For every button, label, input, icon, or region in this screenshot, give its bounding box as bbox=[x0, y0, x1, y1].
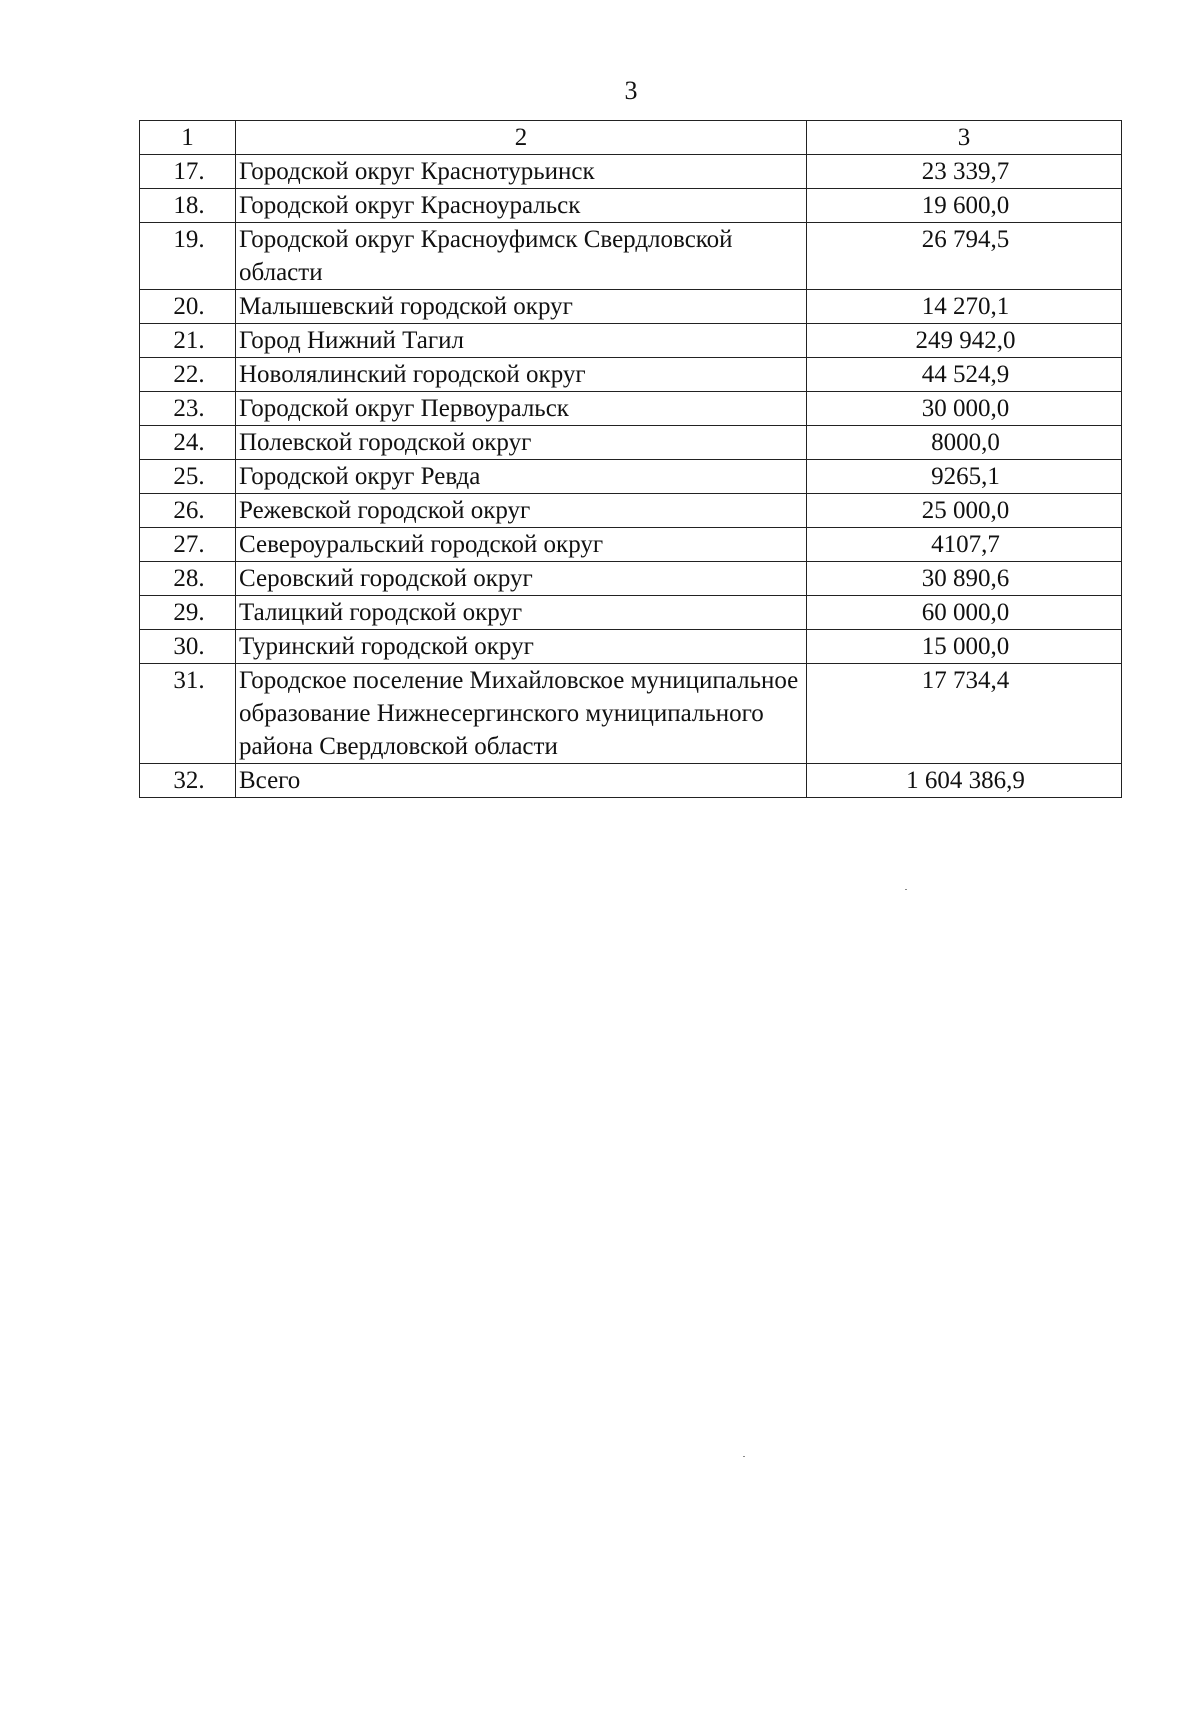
scan-speck bbox=[743, 1456, 745, 1457]
row-number: 29. bbox=[140, 596, 236, 630]
row-number: 17. bbox=[140, 155, 236, 189]
table-row bbox=[140, 392, 1122, 426]
row-number: 27. bbox=[140, 528, 236, 562]
table-row bbox=[140, 596, 1122, 630]
row-amount: 30 000,0 bbox=[807, 392, 1122, 426]
row-amount: 19 600,0 bbox=[807, 189, 1122, 223]
table-row bbox=[140, 358, 1122, 392]
row-amount: 14 270,1 bbox=[807, 290, 1122, 324]
row-number: 28. bbox=[140, 562, 236, 596]
row-amount: 9265,1 bbox=[807, 460, 1122, 494]
row-total-label: Всего bbox=[236, 764, 807, 798]
row-amount: 8000,0 bbox=[807, 426, 1122, 460]
table-row-total bbox=[140, 764, 1122, 798]
row-municipality: Городское поселение Михайловское муниципальное образование Нижнесергинского муниципального района Свердловской области bbox=[236, 664, 807, 764]
row-municipality: Городской округ Краснотурьинск bbox=[236, 155, 807, 189]
table-row bbox=[140, 290, 1122, 324]
row-number: 19. bbox=[140, 223, 236, 290]
table-row bbox=[140, 664, 1122, 764]
row-amount: 249 942,0 bbox=[807, 324, 1122, 358]
table-row bbox=[140, 223, 1122, 290]
row-number: 26. bbox=[140, 494, 236, 528]
row-municipality: Режевской городской округ bbox=[236, 494, 807, 528]
row-amount: 15 000,0 bbox=[807, 630, 1122, 664]
scan-speck bbox=[905, 889, 907, 890]
table-row bbox=[140, 189, 1122, 223]
row-number: 23. bbox=[140, 392, 236, 426]
table-row bbox=[140, 562, 1122, 596]
row-municipality: Новолялинский городской округ bbox=[236, 358, 807, 392]
column-header-number: 1 bbox=[140, 121, 236, 155]
row-amount: 25 000,0 bbox=[807, 494, 1122, 528]
page-number: 3 bbox=[624, 76, 638, 105]
row-amount: 26 794,5 bbox=[807, 223, 1122, 290]
row-municipality: Город Нижний Тагил bbox=[236, 324, 807, 358]
row-municipality: Городской округ Красноуральск bbox=[236, 189, 807, 223]
row-number: 32. bbox=[140, 764, 236, 798]
row-municipality: Городской округ Ревда bbox=[236, 460, 807, 494]
row-amount: 60 000,0 bbox=[807, 596, 1122, 630]
row-municipality: Североуральский городской округ bbox=[236, 528, 807, 562]
allocation-table bbox=[139, 120, 1122, 798]
row-total-amount: 1 604 386,9 bbox=[807, 764, 1122, 798]
row-number: 25. bbox=[140, 460, 236, 494]
row-number: 21. bbox=[140, 324, 236, 358]
table-row bbox=[140, 494, 1122, 528]
row-municipality: Талицкий городской округ bbox=[236, 596, 807, 630]
table-header-row bbox=[140, 121, 1122, 155]
table-row bbox=[140, 528, 1122, 562]
row-municipality: Малышевский городской округ bbox=[236, 290, 807, 324]
row-number: 18. bbox=[140, 189, 236, 223]
row-amount: 30 890,6 bbox=[807, 562, 1122, 596]
table-row bbox=[140, 426, 1122, 460]
table-row bbox=[140, 324, 1122, 358]
column-header-value: 3 bbox=[807, 121, 1122, 155]
row-municipality: Серовский городской округ bbox=[236, 562, 807, 596]
column-header-name: 2 bbox=[236, 121, 807, 155]
row-amount: 44 524,9 bbox=[807, 358, 1122, 392]
row-municipality: Полевской городской округ bbox=[236, 426, 807, 460]
table-row bbox=[140, 460, 1122, 494]
row-number: 20. bbox=[140, 290, 236, 324]
row-number: 22. bbox=[140, 358, 236, 392]
row-amount: 23 339,7 bbox=[807, 155, 1122, 189]
row-municipality: Городской округ Первоуральск bbox=[236, 392, 807, 426]
row-municipality: Туринский городской округ bbox=[236, 630, 807, 664]
row-amount: 4107,7 bbox=[807, 528, 1122, 562]
row-number: 24. bbox=[140, 426, 236, 460]
table-row bbox=[140, 630, 1122, 664]
row-number: 31. bbox=[140, 664, 236, 764]
row-municipality: Городской округ Красноуфимск Свердловской области bbox=[236, 223, 807, 290]
row-number: 30. bbox=[140, 630, 236, 664]
row-amount: 17 734,4 bbox=[807, 664, 1122, 764]
table-row bbox=[140, 155, 1122, 189]
